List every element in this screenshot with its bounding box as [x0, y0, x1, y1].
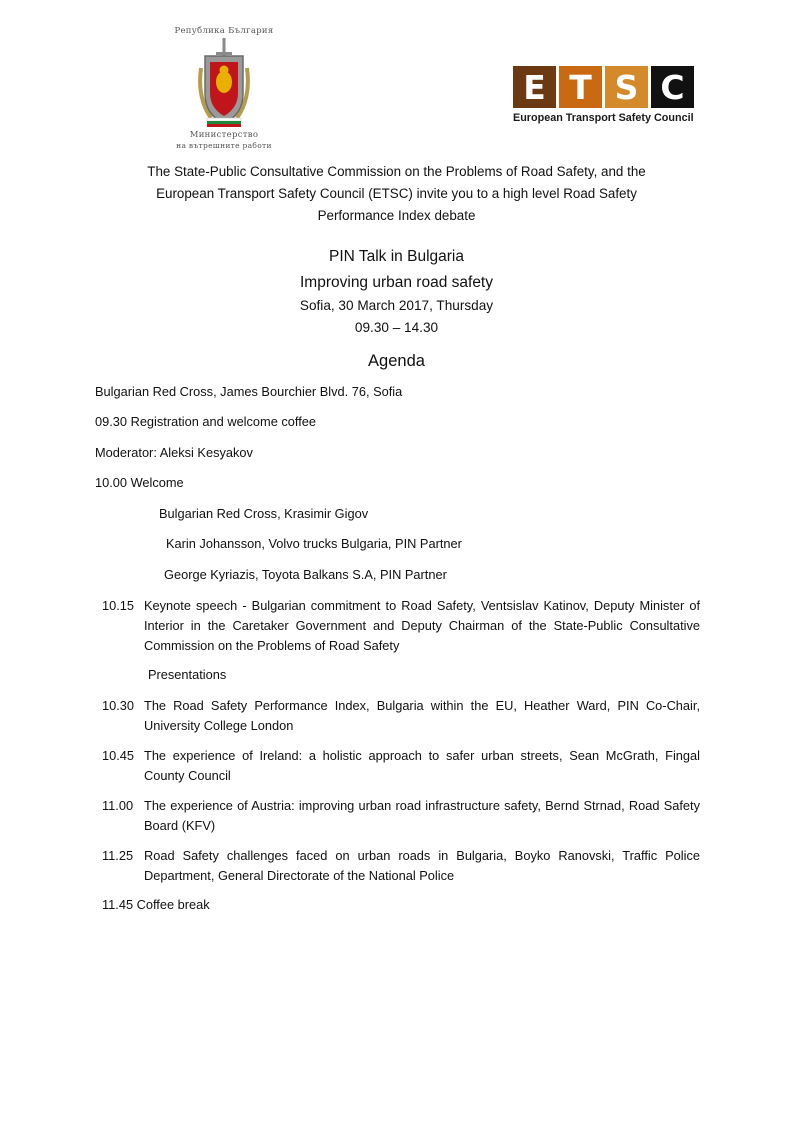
- welcome-speaker-3: George Kyriazis, Toyota Balkans S.A, PIN Partner: [164, 567, 447, 582]
- coffee-break: 11.45 Coffee break: [102, 897, 210, 912]
- agenda-item: [102, 746, 700, 786]
- registration: 09.30 Registration and welcome coffee: [95, 414, 317, 429]
- agenda-item-time: 10.45: [102, 748, 135, 763]
- ministry-name-line2: на вътрешните работи: [176, 141, 272, 150]
- invitation-line-2: European Transport Safety Council (ETSC) invite you to a high level Road Safety: [156, 186, 637, 201]
- etsc-logo: [513, 66, 703, 128]
- agenda-item: [102, 796, 700, 836]
- agenda-item: [102, 846, 700, 886]
- venue: Bulgarian Red Cross, James Bourchier Blvd. 76, Sofia: [95, 384, 403, 399]
- agenda-item-text: The experience of Ireland: a holistic approach to safer urban streets, Sean McGrath, Fingal County Council: [144, 748, 700, 783]
- agenda-heading: Agenda: [368, 352, 425, 370]
- welcome: 10.00 Welcome: [95, 475, 184, 490]
- event-subtitle: Improving urban road safety: [300, 274, 493, 291]
- event-date: Sofia, 30 March 2017, Thursday: [299, 298, 494, 313]
- agenda-item-text: The Road Safety Performance Index, Bulgaria within the EU, Heather Ward, PIN Co-Chair, University College London: [144, 698, 700, 733]
- event-title: PIN Talk in Bulgaria: [329, 248, 464, 265]
- agenda-item-time: 10.30: [102, 698, 135, 713]
- etsc-letter-boxes: [513, 66, 703, 108]
- agenda-item-time: 11.25: [102, 848, 134, 863]
- presentations-label: Presentations: [148, 667, 227, 682]
- invitation-line-1: The State-Public Consultative Commission on the Problems of Road Safety, and the: [147, 164, 646, 179]
- etsc-letter-c: C: [651, 66, 694, 108]
- invitation-text: [60, 161, 733, 227]
- moderator: Moderator: Aleksi Kesyakov: [95, 445, 253, 460]
- agenda-item-keynote: [102, 596, 700, 656]
- agenda-item-text: Keynote speech - Bulgarian commitment to Road Safety, Ventsislav Katinov, Deputy Minister of Interior in the Caretaker Government and Deputy Chairman of the State-Public Consultative Commission on the Problems of Road Safety: [144, 598, 700, 653]
- agenda-item-time: 10.15: [102, 598, 135, 613]
- etsc-subtitle: European Transport Safety Council: [513, 112, 694, 124]
- event-time: 09.30 – 14.30: [354, 320, 439, 335]
- welcome-speaker-2: Karin Johansson, Volvo trucks Bulgaria, PIN Partner: [166, 536, 462, 551]
- agenda-item-text: The experience of Austria: improving urban road infrastructure safety, Bernd Strnad, Road Safety Board (KFV): [144, 798, 700, 833]
- agenda-item: [102, 696, 700, 736]
- coat-of-arms-icon: [195, 38, 253, 132]
- invitation-line-3: Performance Index debate: [317, 208, 476, 223]
- etsc-letter-e: E: [513, 66, 556, 108]
- welcome-speaker-1: Bulgarian Red Cross, Krasimir Gigov: [159, 506, 369, 521]
- etsc-letter-s: S: [605, 66, 648, 108]
- agenda-item-time: 11.00: [102, 798, 134, 813]
- ministry-country-text: Република България: [174, 26, 274, 36]
- ministry-logo: [166, 24, 282, 154]
- agenda-item-text: Road Safety challenges faced on urban roads in Bulgaria, Boyko Ranovski, Traffic Police Department, General Directorate of the National Police: [144, 848, 700, 883]
- etsc-letter-t: T: [559, 66, 602, 108]
- ministry-name-line1: Министерство: [189, 130, 259, 140]
